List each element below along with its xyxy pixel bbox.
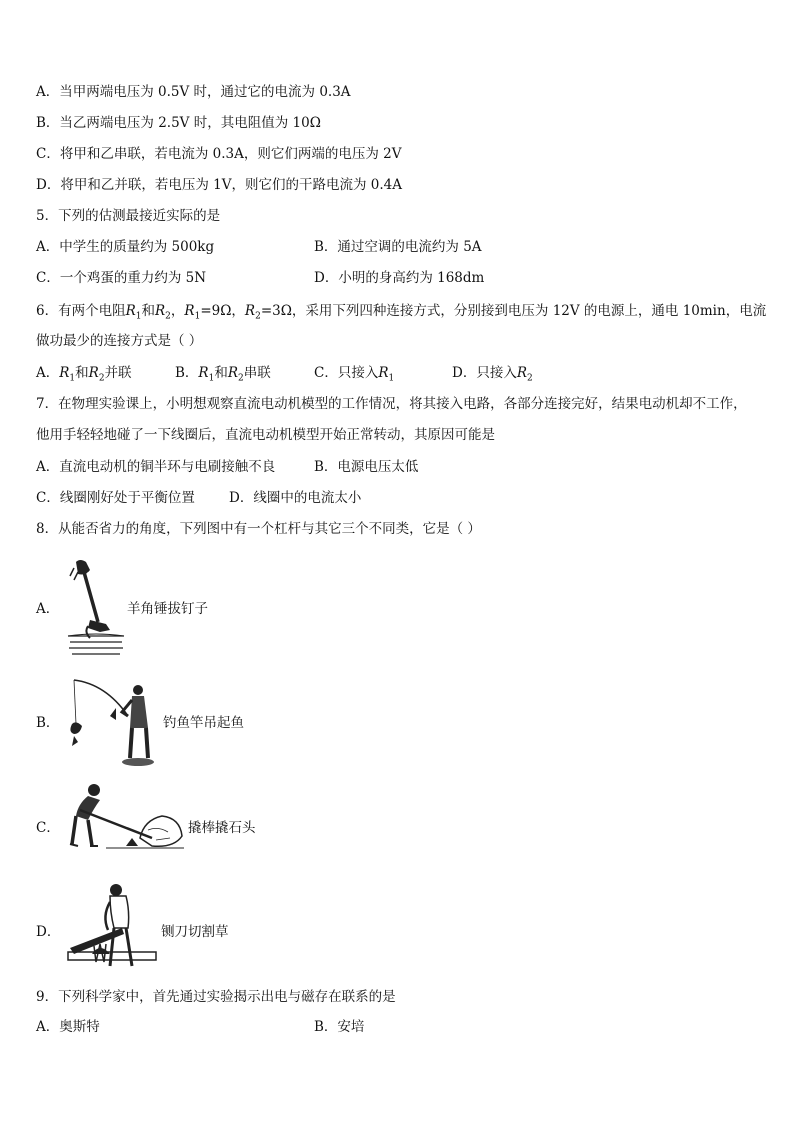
q6-option-c: C．只接入$R_1$ [314,365,395,384]
q5-option-d: D．小明的身高约为 168dm [314,270,485,286]
q7-option-a: A．直流电动机的铜半环与电刷接触不良 [36,459,276,475]
q6-option-a: A．$R_1$和$R_2$并联 [36,365,132,384]
q5-option-a: A．中学生的质量约为 500kg [36,239,215,255]
q7-option-b: B．电源电压太低 [314,459,419,475]
q7-option-c: C．线圈刚好处于平衡位置 [36,490,195,506]
q7-option-d: D．线圈中的电流太小 [229,490,362,506]
q8-option-d-caption: 铡刀切割草 [161,924,229,940]
fishing-rod-illustration [66,676,162,772]
q8-option-c-label: C． [36,820,60,836]
q8-stem: 8．从能否省力的角度，下列图中有一个杠杆与其它三个不同类，它是（ ） [36,521,481,537]
q8-option-b-label: B． [36,715,60,731]
q6-stem-line2: 做功最少的连接方式是（ ） [36,333,203,349]
q6-stem-line1: 6．有两个电阻$R_1$和$R_2$，$R_1=9\Omega$，$R_2=3\Omega$，采用下列四种连接方式，分别接到电压为 12V 的电源上，通电 10min，电流 [36,303,767,322]
q8-option-a-label: A． [36,601,60,617]
q8-option-c-caption: 撬棒撬石头 [188,820,256,836]
claw-hammer-illustration [66,558,126,660]
q4-option-d: D．将甲和乙并联，若电压为 1V，则它们的干路电流为 0.4A [36,177,402,193]
crowbar-illustration [66,780,186,860]
q5-option-b: B．通过空调的电流约为 5A [314,239,482,255]
straw-cutter-illustration [66,882,160,970]
q8-option-d-label: D． [36,924,61,940]
q7-stem-line1: 7．在物理实验课上，小明想观察直流电动机模型的工作情况，将其接入电路，各部分连接完好，结果电动机却不工作， [36,396,747,412]
q4-option-b: B．当乙两端电压为 2.5V 时，其电阻值为 10Ω [36,115,321,131]
q5-stem: 5．下列的估测最接近实际的是 [36,208,221,224]
q7-stem-line2: 他用手轻轻地碰了一下线圈后，直流电动机模型开始正常转动，其原因可能是 [36,427,495,443]
q9-option-b: B．安培 [314,1019,365,1035]
q6-option-d: D．只接入$R_2$ [452,365,533,384]
q4-option-a: A．当甲两端电压为 0.5V 时，通过它的电流为 0.3A [36,84,351,100]
q9-stem: 9．下列科学家中，首先通过实验揭示出电与磁存在联系的是 [36,989,396,1005]
q8-option-a-caption: 羊角锤拔钉子 [127,601,208,617]
q8-option-b-caption: 钓鱼竿吊起鱼 [163,715,244,731]
q9-option-a: A．奥斯特 [36,1019,100,1035]
q6-option-b: B．$R_1$和$R_2$串联 [175,365,271,384]
q5-option-c: C．一个鸡蛋的重力约为 5N [36,270,207,286]
q4-option-c: C．将甲和乙串联，若电流为 0.3A，则它们两端的电压为 2V [36,146,402,162]
